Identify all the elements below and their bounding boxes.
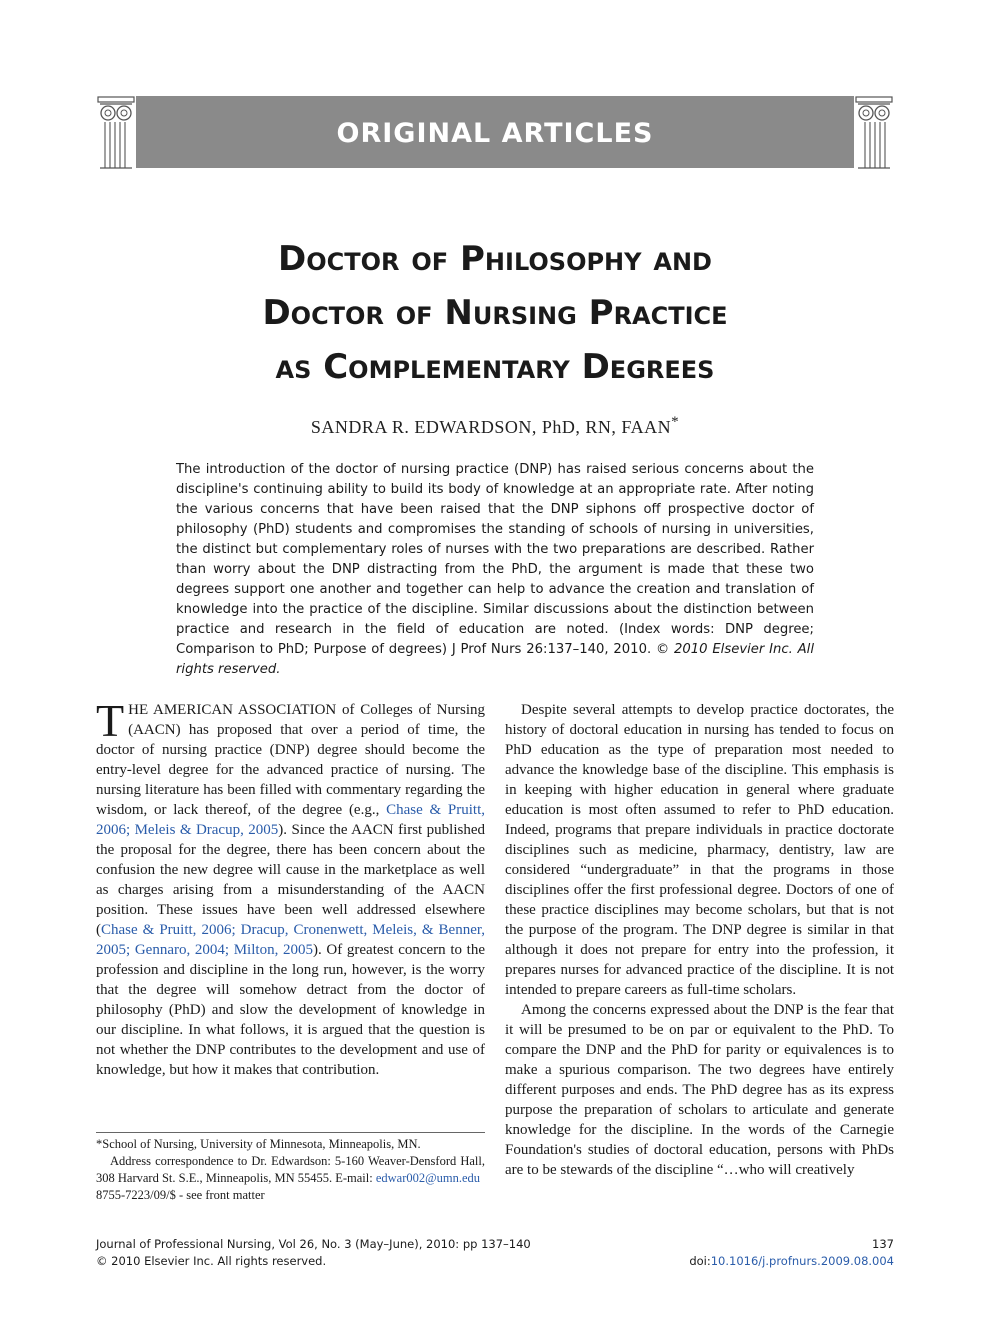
abstract-copyright: © 2010 Elsevier Inc. All rights reserved. [176,642,814,677]
section-banner [96,96,894,170]
text-run: ). Of greatest concern to the profession and discipline in the long run, however, is the worry that the degree will somehow detract from the doctor of philosophy (PhD) and slow the development of knowledge in our discipline. In what follows, it is argued that the question is not whether the DNP contributes to the development and use of knowledge, but how it makes that contribution. [96,942,485,1078]
footnote-address-text: Address correspondence to Dr. Edwardson: 5-160 Weaver-Densford Hall, 308 Harvard St. S.E., Minneapolis, MN 55455. E-mail: [96,1154,485,1185]
footnote [96,1136,485,1204]
article-title [120,232,870,394]
lead-caps: HE AMERICAN ASSOCIATION [128,702,337,718]
abstract [176,460,814,680]
banner-label: ORIGINAL ARTICLES [336,117,654,149]
abstract-text: The introduction of the doctor of nursing practice (DNP) has raised serious concerns about the discipline's continuing ability to build its body of knowledge at an appropriate rate. After noting the various concerns that have been raised that the DNP siphons off prospective doctor of philosophy (PhD) students and compromises the standing of schools of nursing in universities, the distinct but complementary roles of nurses with the two preparations are described. Rather than worry about the DNP distracting from the PhD, the argument is made that these two degrees support one another and together can help to advance the creation and translation of knowledge into the practice of the discipline. Similar discussions about the distinction between practice and research in the field of education are noted. (Index words: DNP degree; Comparison to PhD; Purpose of degrees) J Prof Nurs 26:137–140, 2010. [176,462,814,657]
paragraph: Among the concerns expressed about the DNP is the fear that it will be presumed to be on par or equivalent to the PhD. To compare the DNP and the PhD for parity or equivalences is to make a spurious comparison. The two degrees have entirely different purposes and ends. The PhD degree has as its express purpose the preparation of scholars to articulate and generate knowledge for the discipline. In the words of the Carnegie Foundation's studies of doctoral education, persons with PhDs are to be stewards of the discipline “…who will creatively [505,1002,894,1178]
body-column-right [505,700,894,1180]
doi-label: doi: [689,1254,711,1268]
drop-cap: T [96,695,125,746]
footer-copyright: © 2010 Elsevier Inc. All rights reserved. [96,1254,327,1268]
title-line: Doctor of Nursing Practice [262,293,728,333]
page-number: 137 [872,1237,894,1251]
footnote-affiliation: *School of Nursing, University of Minnesota, Minneapolis, MN. [96,1137,421,1151]
doi-link[interactable]: 10.1016/j.profnurs.2009.08.004 [710,1254,894,1268]
citation-link[interactable]: Chase & Pruitt, 2006; Meleis & Dracup, 2005 [96,802,485,838]
text-run: of Colleges of Nursing (AACN) has proposed that over a period of time, the doctor of nursing practice (DNP) degree should become the entry-level degree for the advanced practice of nursing. The nursing literature has been filled with commentary regarding the wisdom, or lack thereof, of the degree (e.g., [96,702,485,818]
author-name: SANDRA R. EDWARDSON, PhD, RN, FAAN [310,417,672,437]
citation-link[interactable]: Chase & Pruitt, 2006; Dracup, Cronenwett, Meleis, & Benner, 2005; Gennaro, 2004; Milton, 2005 [96,922,485,958]
title-line: Doctor of Philosophy and [278,239,712,279]
text-run: ). Since the AACN first published the proposal for the degree, there has been concern about the confusion the new degree will cause in the marketplace as well as charges arising from a misunderstanding of the AACN position. These issues have been well addressed elsewhere ( [96,822,485,938]
paragraph: Despite several attempts to develop practice doctorates, the history of doctoral education in nursing has tended to focus on PhD education as the type of preparation most needed to advance the knowledge base of the discipline. This emphasis is in keeping with higher education in general where graduate education is most often assumed to refer to PhD education. Indeed, programs that prepare individuals in practice doctorate disciplines such as medicine, pharmacy, dentistry, law are considered “undergraduate” in that the programs in those disciplines offer the first professional degree. Doctors of one of these practice disciplines may become scholars, but that is not the purpose of the program. The DNP degree is similar in that although it does not prepare for entry into the profession, it prepares nurses for advanced practice of the discipline. It is not intended to prepare careers as full-time scholars. [505,702,894,998]
journal-citation: Journal of Professional Nursing, Vol 26, No. 3 (May–June), 2010: pp 137–140 [96,1237,531,1251]
paragraph [96,695,485,1080]
banner-bar [136,96,854,168]
footnote-address [96,1153,485,1187]
author-line [120,414,870,438]
page-footer [96,1236,894,1270]
doi [689,1253,894,1270]
footnote-issn: 8755-7223/09/$ - see front matter [96,1188,265,1202]
ionic-column-icon [854,96,894,170]
body-column-left [96,695,485,1080]
email-link[interactable]: edwar002@umn.edu [375,1171,481,1185]
footnote-divider [96,1132,485,1133]
ionic-column-icon [96,96,136,170]
title-line: as Complementary Degrees [275,347,715,387]
author-footnote-mark: * [671,414,680,430]
